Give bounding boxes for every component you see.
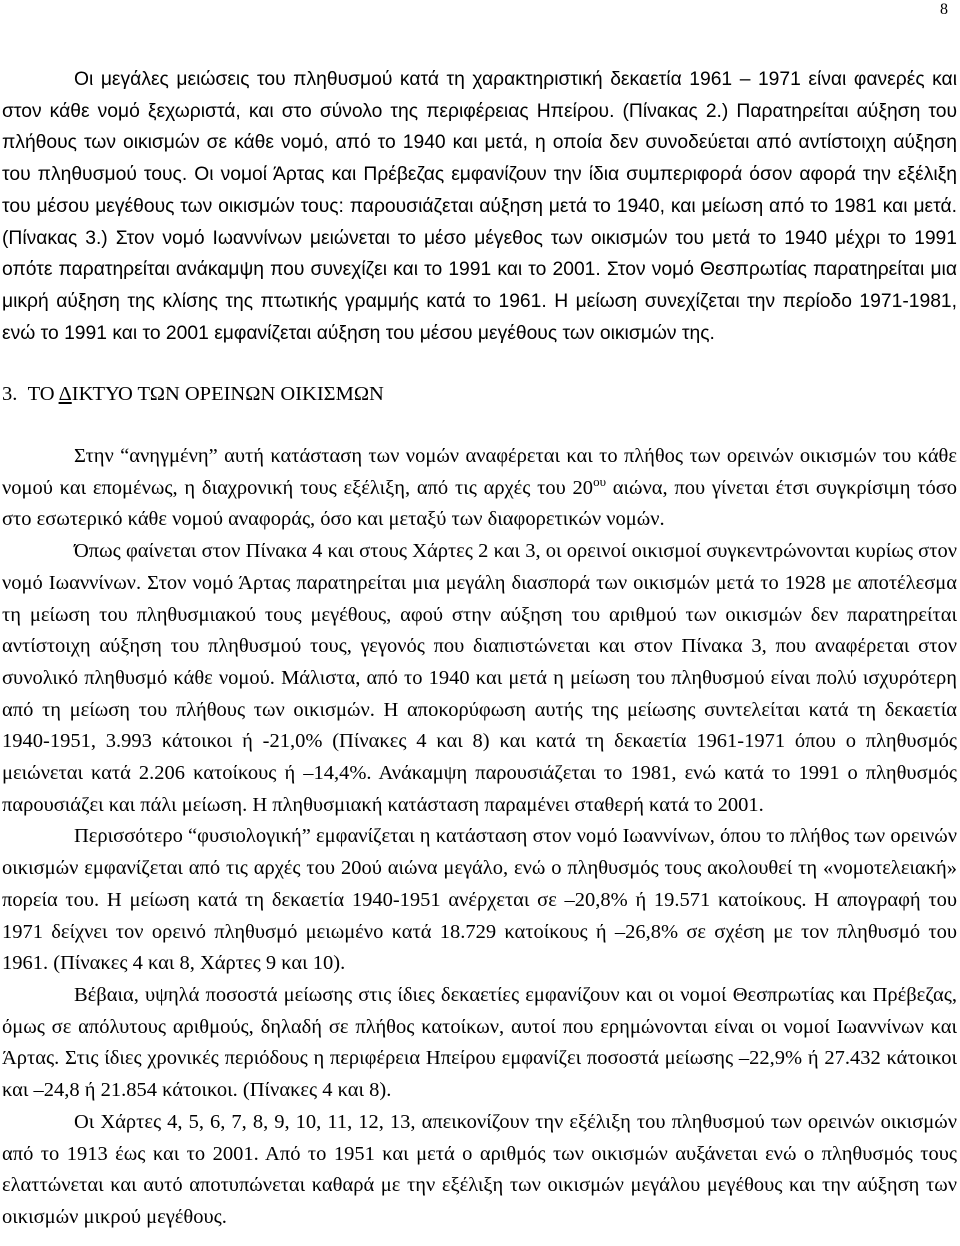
ordinal-superscript: ου: [593, 473, 606, 489]
intro-sentence-2: Οι νομοί Άρτας και Πρέβεζας εμφανίζουν την ίδια συμπεριφορά όσον αφορά την εξέλιξη του μέσου μεγέθους των οικισμών τους: παρουσιάζεται αύξηση μετά το 1940, και μείωση από το 1981 και μετά. (Πίνακας 3.): [2, 164, 957, 249]
section-number: 3.: [2, 383, 18, 406]
section-heading: [2, 379, 957, 411]
paragraph-1-text: Στην “ανηγμένη” αυτή κατάσταση των νομών αναφέρεται και το πλήθος των ορεινών οικισμών του κάθε νομού και επομένως, η διαχρονική τους εξέλιξη, από τις αρχές του 20: [2, 445, 957, 499]
paragraph-5: Οι Χάρτες 4, 5, 6, 7, 8, 9, 10, 11, 12, 13, απεικονίζουν την εξέλιξη του πληθυσμού των ορεινών οικισμών από το 1913 έως και το 2001. Από το 1951 και μετά ο αριθμός των οικισμών αυξάνεται ενώ ο πληθυσμός τους ελαττώνεται και αυτό αποτυπώνεται καθαρά με την εξέλιξη των οικισμών μεγάλου μεγέθους και την αύξηση των οικισμών μικρού μεγέθους.: [2, 1110, 957, 1228]
intro-sentence-3: Στον νομό Ιωαννίνων μειώνεται το μέσο μέγεθος των οικισμών του μετά το 1940 μέχρι το 1991 οπότε παρατηρείται ανάκαμψη που συνεχίζει και το 1991 και το 2001. Στον νομό Θεσπρωτίας παρατηρείται μια μικρή αύξηση της κλίσης της πτωτικής γραμμής κατά το 1961. Η μείωση συνεχίζεται την περίοδο 1971-1981, ενώ το 1991 και το 2001 εμφανίζεται αύξηση του μέσου μεγέθους των οικισμών της.: [2, 227, 957, 344]
paragraph-4: Βέβαια, υψηλά ποσοστά μείωσης στις ίδιες δεκαετίες εμφανίζουν και οι νομοί Θεσπρωτίας και Πρέβεζας, όμως σε απόλυτους αριθμούς, δηλαδή σε πλήθος κατοίκων, αυτοί που ερημώνονται είναι οι νομοί Ιωαννίνων και Άρτας. Στις ίδιες χρονικές περιόδους η περιφέρεια Ηπείρου εμφανίζει ποσοστά μείωσης –22,9% ή 27.432 κάτοικοι και –24,8 ή 21.854 κάτοικοι. (Πίνακες 4 και 8).: [2, 983, 957, 1102]
document-body: [2, 64, 957, 1234]
intro-paragraph: [2, 64, 957, 349]
paragraph-1: [2, 441, 957, 536]
paragraph-1-text-cont: αιώνα, που γίνεται έτσι συγκρίσιμη τόσο στο εσωτερικό κάθε νομού αναφοράς, όσο και μεταξύ των διαφορετικών νομών.: [2, 476, 957, 531]
paragraph-2: Όπως φαίνεται στον Πίνακα 4 και στους Χάρτες 2 και 3, οι ορεινοί οικισμοί συγκεντρώνονται κυρίως στον νομό Ιωαννίνων. Στον νομό Άρτας παρατηρείται μια μεγάλη διασπορά των οικισμών μετά το 1928 με αποτέλεσμα τη μείωση του πληθυσμιακού τους μεγέθους, αφού στην αύξηση του αριθμού των οικισμών δεν παρατηρείται αντίστοιχη αύξηση του πληθυσμού τους, γεγονός που διαπιστώνεται και στον Πίνακα 3, που αναφέρεται στον συνολικό πληθυσμό κάθε νομού. Μάλιστα, από το 1940 και μετά η μείωση του πληθυσμού είναι πολύ ισχυρότερη από τη μείωση του πλήθους των οικισμών. Η αποκορύφωση αυτής της μείωσης συντελείται κατά τη δεκαετία 1940-1951, 3.993 κάτοικοι ή -21,0% (Πίνακες 4 και 8) και κατά τη δεκαετία 1961-1971 όπου ο πληθυσμός μειώνεται κατά 2.206 κατοίκους ή –14,4%. Ανάκαμψη παρουσιάζεται το 1981, ενώ κατά το 1991 ο πληθυσμός παρουσιάζει και πάλι μείωση. Η πληθυσμιακή κατάσταση παραμένει σταθερή κατά το 2001.: [2, 540, 957, 816]
spacer: [2, 411, 957, 441]
intro-sentence-1: Οι μεγάλες μειώσεις του πληθυσμού κατά τη χαρακτηριστική δεκαετία 1961 – 1971 είναι φανερές και στον κάθε νομό ξεχωριστά, και στο σύνολο της περιφέρειας Ηπείρου. (Πίνακας 2.) Παρατηρείται αύξηση του πλήθους των οικισμών σε κάθε νομό, από το 1940 και μετά, η οποία δεν συνοδεύεται από αντίστοιχη αύξηση του πληθυσμού τους.: [2, 69, 957, 186]
paragraph-3: Περισσότερο “φυσιολογική” εμφανίζεται η κατάσταση στον νομό Ιωαννίνων, όπου το πλήθος των ορεινών οικισμών εμφανίζεται από τις αρχές του 20ού αιώνα μεγάλο, ενώ ο πληθυσμός τους ακολουθεί τη «νομοτελειακή» πορεία του. Η μείωση κατά τη δεκαετία 1940-1951 ανέρχεται σε –20,8% ή 19.571 κατοίκους. Η απογραφή του 1971 δείχνει τον ορεινό πληθυσμό μειωμένο κατά 18.729 κατοίκους ή –26,8% σε σχέση με τον πληθυσμό του 1961. (Πίνακες 4 και 8, Χάρτες 9 και 10).: [2, 825, 957, 975]
section-title-pre: ΤΟ: [27, 383, 59, 406]
page-number: 8: [940, 1, 948, 18]
section-title-underlined: Δ: [58, 383, 72, 406]
section-title-post: ΙΚΤΥΟ ΤΩΝ ΟΡΕΙΝΩΝ ΟΙΚΙΣΜΩΝ: [71, 383, 384, 406]
